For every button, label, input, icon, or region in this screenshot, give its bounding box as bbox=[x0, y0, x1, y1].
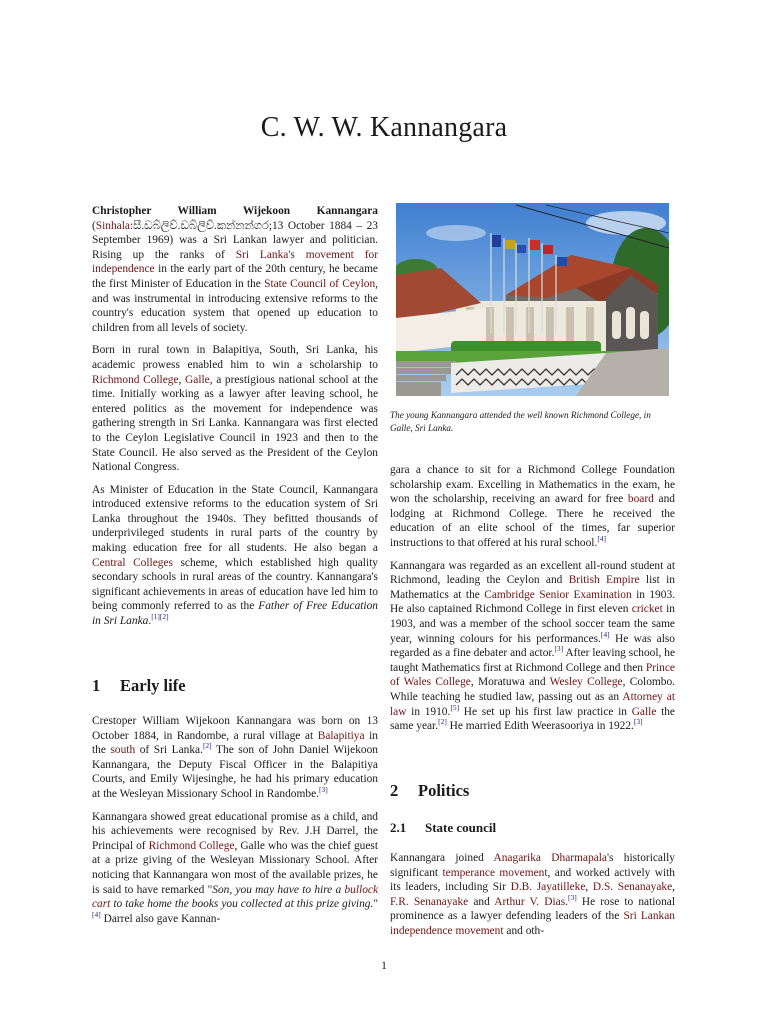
politics-paragraph: Kannangara joined Anagarika Dharmapala's historically significant temperance movement, and worked actively with its leaders, including Sir D.B. Jayatilleke, D.S. Senanayake, F.R. Senanayake and Arthur V. Dias.[3] He rose to national prominence as a lawyer defending leaders of the Sri Lankan independence movement and oth- bbox=[390, 852, 676, 937]
link-temperance-movement[interactable]: temperance movement bbox=[442, 866, 548, 879]
link-arthur-dias[interactable]: Arthur V. Dias bbox=[494, 895, 566, 908]
link-ds-senanayake[interactable]: D.S. Senanayake bbox=[592, 881, 673, 894]
born-paragraph: Born in rural town in Balapitiya, South, Sri Lanka, his academic prowess enabled him to win a scholarship to Richmond College, Galle, a prestigious national school at the time. Initially working as a lawyer after leaving school, he entered politics as the movement for independence was gathering strength in Sri Lanka. Kannangara was first elected to the Ceylon Legislative Council in 1923 and then to the State Council. He also served as the President of the Ceylon National Congress. bbox=[92, 344, 378, 474]
link-central-colleges[interactable]: Central Colleges bbox=[92, 556, 173, 569]
link-cambridge-exam[interactable]: Cambridge Senior Examination bbox=[484, 588, 632, 601]
link-independence-movement[interactable]: Sri Lanka's movement for independence bbox=[92, 248, 378, 276]
right-paragraph-1: gara a chance to sit for a Richmond College Foundation scholarship exam. Excelling in Mathematics in the exam, he won the scholarship, receiving an award for free board and lodging at Richmond College. There he received the education of an elite school of the times, far superior instructions to that offered at his rural school.[4] bbox=[390, 464, 675, 549]
citation[interactable]: [2] bbox=[202, 741, 212, 751]
richmond-college-photo[interactable] bbox=[396, 203, 669, 396]
link-galle[interactable]: Galle bbox=[185, 373, 210, 386]
citation[interactable]: [4] bbox=[597, 534, 607, 544]
citation[interactable]: [5] bbox=[450, 702, 460, 712]
link-state-council[interactable]: State Council of Ceylon bbox=[264, 277, 376, 290]
right-column bbox=[390, 463, 675, 742]
subject-name: Christopher William Wijekoon Kannangara bbox=[92, 205, 378, 217]
subsection-heading-state-council: 2.1 State council bbox=[390, 820, 497, 835]
link-cricket[interactable]: cricket bbox=[631, 603, 663, 616]
link-prince-of-wales-college[interactable]: Prince of Wales College bbox=[390, 661, 675, 689]
citation[interactable]: [4] bbox=[600, 629, 610, 639]
citation[interactable]: [4] bbox=[92, 909, 101, 919]
section-heading-politics: 2 Politics bbox=[390, 781, 470, 800]
link-fr-senanayake[interactable]: F.R. Senanayake bbox=[390, 895, 469, 908]
figure-caption: The young Kannangara attended the well known Richmond College, in Galle, Sri Lanka. bbox=[390, 410, 651, 433]
link-db-jayatilleke[interactable]: D.B. Jayatilleke bbox=[510, 881, 586, 894]
link-sinhala[interactable]: Sinhala bbox=[95, 219, 130, 232]
link-british-empire[interactable]: British Empire bbox=[568, 574, 640, 587]
page-number: 1 bbox=[381, 960, 387, 972]
citation[interactable]: [1][2] bbox=[151, 612, 169, 622]
section-heading-early-life: 1 Early life bbox=[92, 676, 186, 695]
page-title: C. W. W. Kannangara bbox=[260, 112, 508, 143]
politics-column bbox=[390, 851, 675, 947]
link-bullock-cart[interactable]: bullock cart bbox=[92, 883, 378, 911]
link-wesley-college[interactable]: Wesley College bbox=[549, 676, 623, 689]
early-life-column bbox=[92, 714, 378, 934]
photo-illustration bbox=[396, 203, 669, 396]
early-life-paragraph-1: Crestoper William Wijekoon Kannangara was born on 13 October 1884, in Randombe, a rural village at Balapitiya in the south of Sri Lanka.[2] The son of John Daniel Wijekoon Kannangara, the Deputy Fiscal Officer in the Balapitiya Courts, and Emily Wijesinghe, he had his primary education at the Wesleyan Missionary School in Randombe.[3] bbox=[92, 715, 378, 800]
link-attorney-at-law[interactable]: Attorney at law bbox=[390, 690, 676, 718]
citation[interactable]: [3] bbox=[568, 892, 577, 902]
early-life-paragraph-2: Kannangara showed great educational promise as a child, and his achievements were recognised by Rev. J.H Darrel, the Principal of Richmond College, Galle who was the chief guest at a prize giving of the Wesleyan Missionary School. After noticing that Kannangara won most of the available prizes, he is said to have remarked "Son, you may have to hire a bullock cart to take home the books you collected at this prize giving."[4] Darrel also gave Kannan- bbox=[92, 810, 378, 925]
link-richmond-college-2[interactable]: Richmond College bbox=[148, 839, 235, 852]
citation[interactable]: [3] bbox=[318, 785, 328, 795]
citation[interactable]: [3] bbox=[554, 644, 564, 654]
link-galle-2[interactable]: Galle bbox=[631, 705, 657, 718]
intro-paragraph: Christopher William Wijekoon Kannangara (Sinhala:සී.ඩබ්ලිව්.ඩබ්ලිව්.කන්නන්ගර;13 October 1884 – 23 September 1969) was a Sri Lankan lawyer and politician. Rising up the ranks of Sri Lanka's movement for independence in the early part of the 20th century, he became the first Minister of Education in the State Council of Ceylon, and was instrumental in introducing extensive reforms to the country's education system that opened up education to children from all levels of society. bbox=[92, 205, 378, 334]
citation[interactable]: [2] bbox=[438, 717, 447, 727]
right-paragraph-2: Kannangara was regarded as an excellent all-round student at Richmond, leading the Ceylon and British Empire list in Mathematics at the Cambridge Senior Examination in 1903. He also captained Richmond College in first eleven cricket in 1903, and was a member of the school soccer team the same year, winning colours for his performances.[4] He was also regarded as a fine debater and actor.[3] After leaving school, he taught Mathematics first at Richmond College and then Prince of Wales College, Moratuwa and Wesley College, Colombo. While teaching he studied law, passing out as an Attorney at law in 1910.[5] He set up his first law practice in Galle the same year.[2] He married Edith Weerasooriya in 1922.[3] bbox=[390, 559, 676, 733]
link-richmond-college[interactable]: Richmond College bbox=[92, 373, 179, 386]
link-board[interactable]: board bbox=[627, 493, 654, 506]
link-balapitiya[interactable]: Balapitiya bbox=[317, 729, 365, 742]
flag bbox=[492, 235, 501, 247]
link-south[interactable]: south bbox=[110, 744, 136, 757]
minister-paragraph: As Minister of Education in the State Council, Kannangara introduced extensive reforms to the education system of Sri Lanka throughout the 1940s. They befitted thousands of underprivileged students in rural parts of the country by making education free for all students. He also began a Central Colleges scheme, which established high quality secondary schools in rural areas of the country. Kannangara's significant achievements in areas of education have led him to being commonly referred to as the Father of Free Education in Sri Lanka.[1][2] bbox=[92, 483, 378, 628]
link-anagarika-dharmapala[interactable]: Anagarika Dharmapala bbox=[493, 852, 607, 864]
link-independence-movement-2[interactable]: Sri Lankan independence movement bbox=[390, 910, 676, 937]
left-column bbox=[92, 204, 378, 637]
citation[interactable]: [3] bbox=[633, 717, 643, 727]
